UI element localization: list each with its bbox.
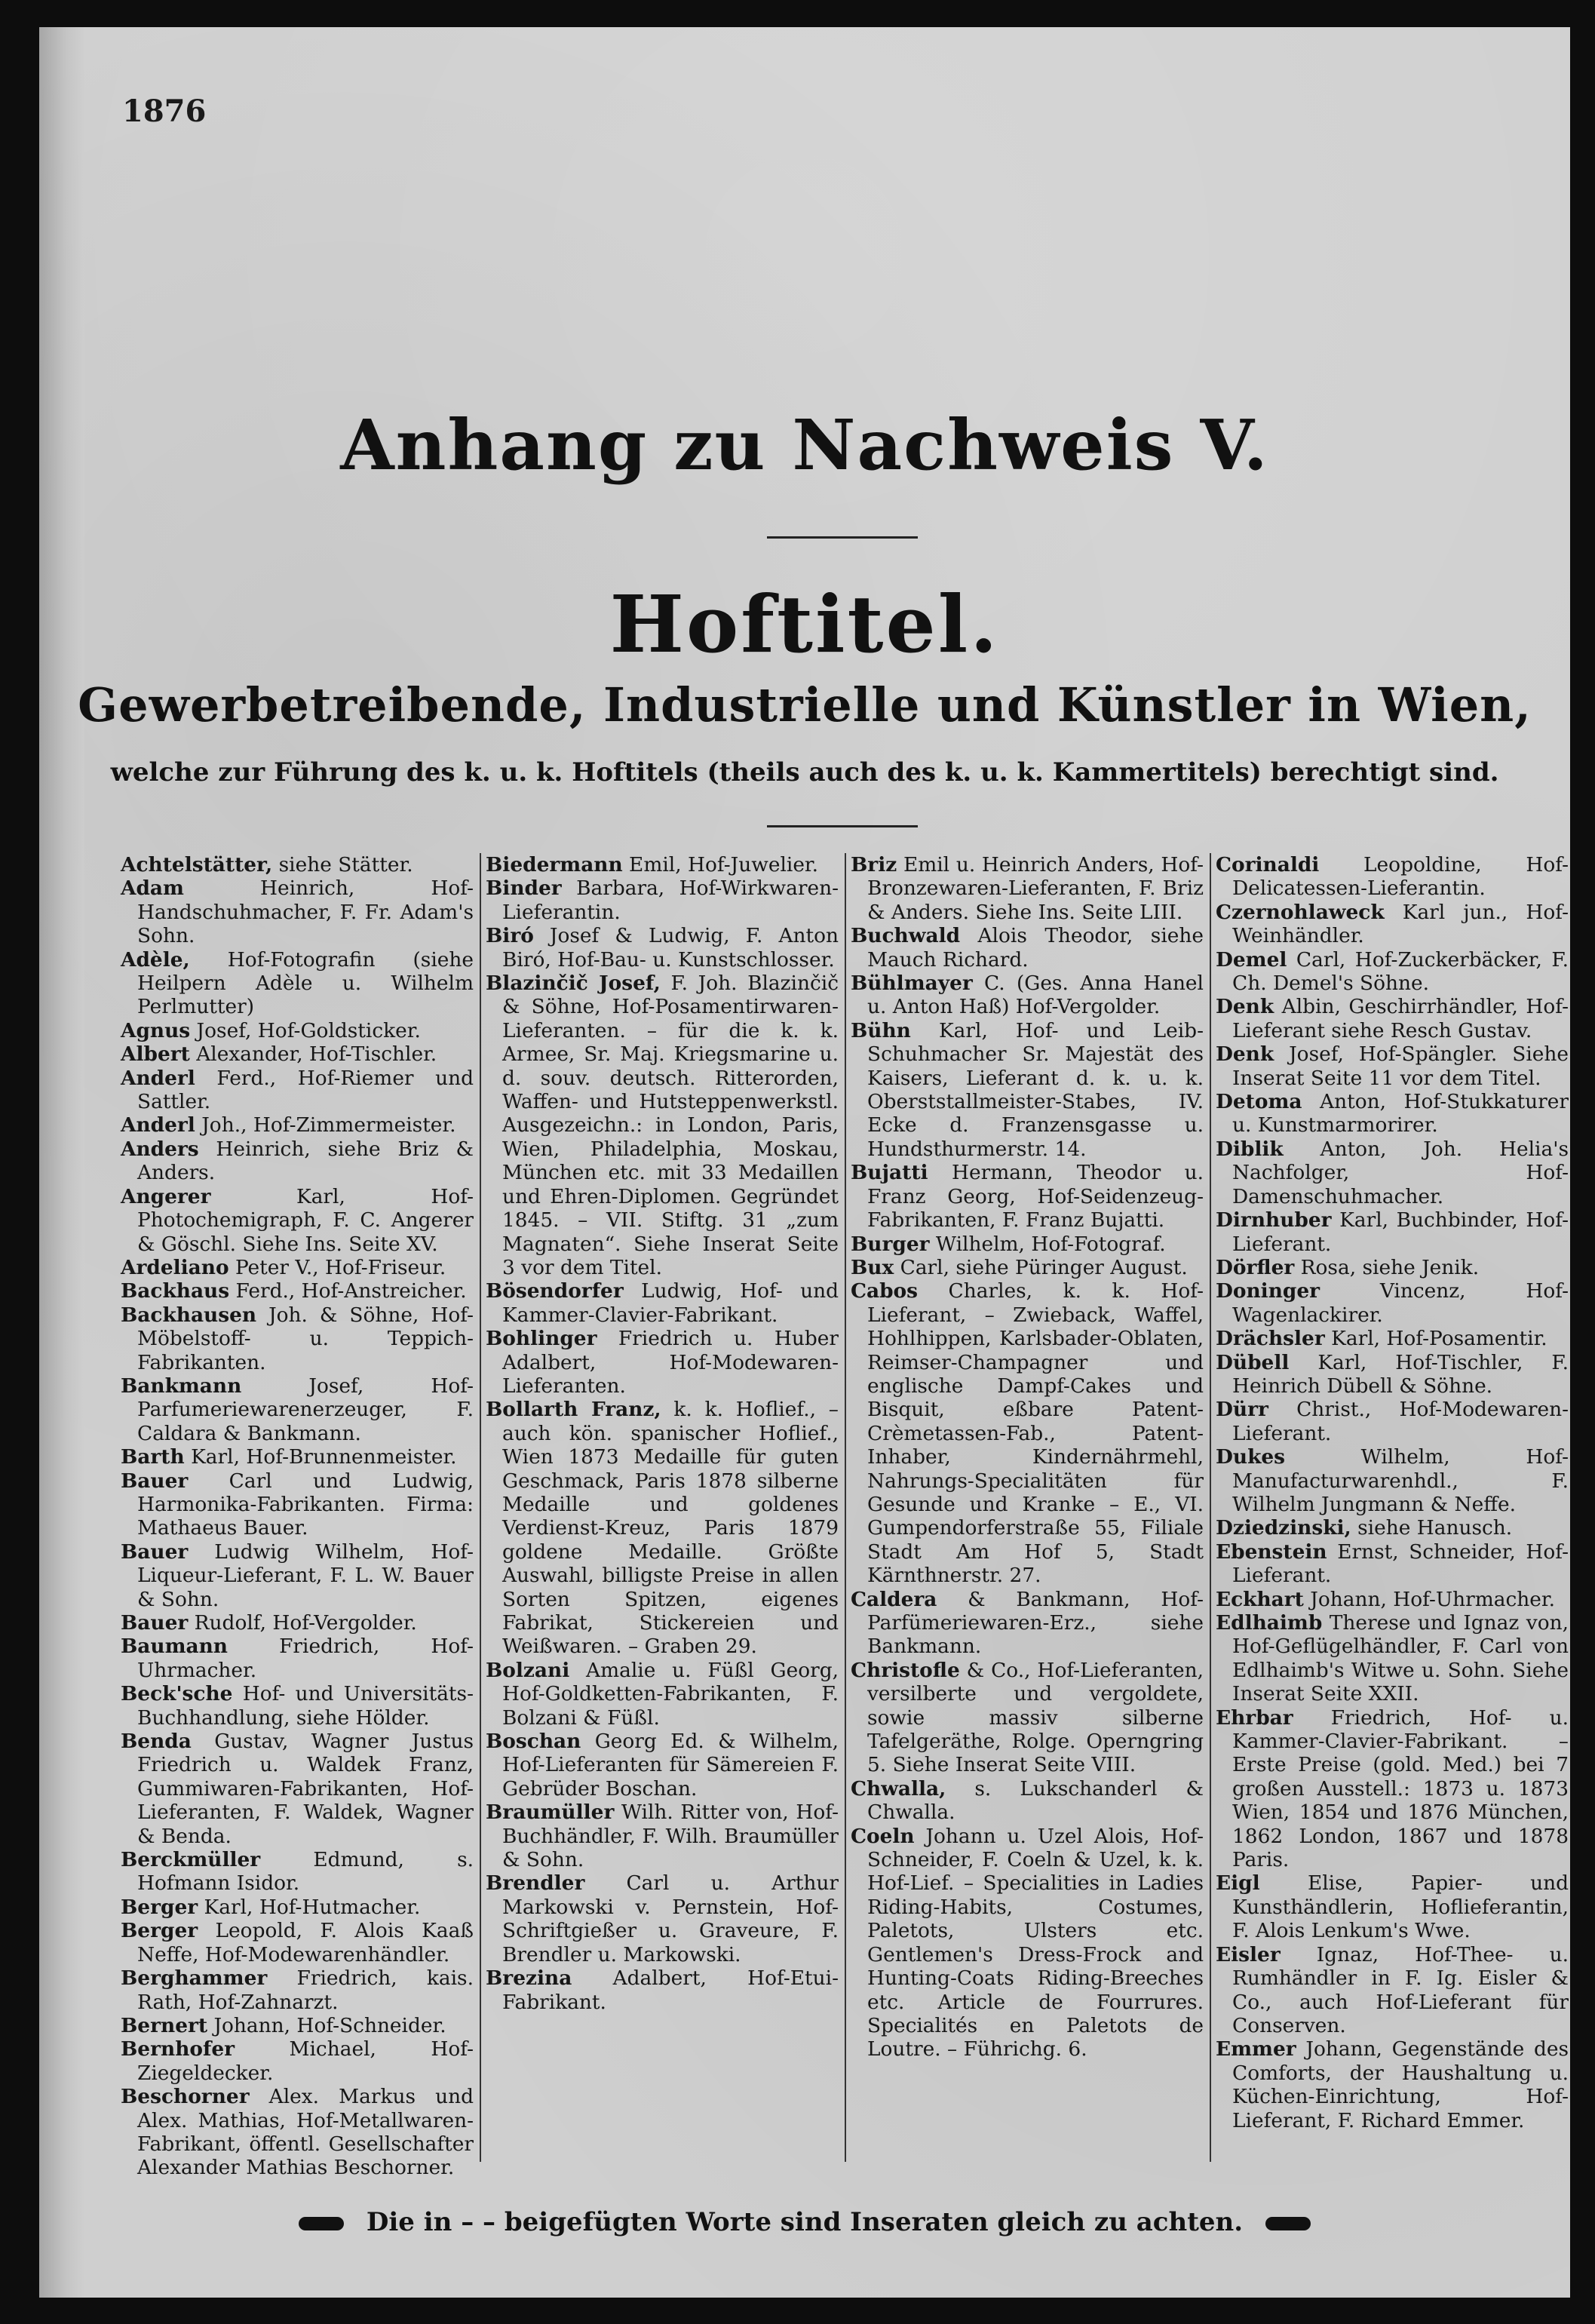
entry-text: Rosa, siehe Jenik. [1294,1255,1480,1279]
page-fold-shadow [39,27,84,2298]
entry-text: Karl, Hof-Hutmacher. [198,1895,421,1919]
entry-name: Doninger [1216,1279,1320,1303]
entry-name: Detoma [1216,1090,1302,1114]
pointing-hand-icon [299,2217,344,2230]
directory-entry [486,1327,839,1398]
entry-text: Josef, Hof-Parfumeriewarenerzeuger, F. Caldara & Bankmann. [137,1374,474,1445]
entry-name: Brendler [486,1871,585,1896]
directory-entry [486,876,839,924]
entry-text: Ignaz, Hof-Thee- u. Rumhändler in F. Ig. Eisler & Co., auch Hof-Lieferant für Conserven. [1232,1942,1569,2037]
entry-text: Friedrich, Hof-Uhrmacher. [137,1635,474,1682]
directory-columns [121,853,1569,2180]
pointing-hand-icon [1265,2217,1311,2230]
entry-text: Josef, Hof-Spängler. Siehe Inserat Seite 11 vor dem Titel. [1232,1042,1569,1090]
entry-name: Dürr [1216,1398,1268,1422]
directory-column-1 [121,853,474,2180]
directory-entry [1216,1445,1569,1516]
entry-name: Bauer [121,1540,189,1564]
footer-text: Die in – – beigefügten Worte sind Inseraten gleich zu achten. [366,2207,1244,2237]
directory-entry [1216,1090,1569,1137]
entry-name: Anders [121,1137,199,1161]
entry-name: Demel [1216,947,1287,972]
directory-entry [121,1635,474,1682]
entry-text: Josef, Hof-Goldsticker. [190,1018,421,1042]
entry-name: Caldera [851,1587,937,1611]
footer-note [39,2207,1570,2237]
directory-entry [1216,853,1569,901]
entry-text: s. Lukschanderl & Chwalla. [867,1776,1204,1825]
directory-entry [121,1730,474,1848]
entry-text: Elise, Papier- und Kunsthändlerin, Hoflieferantin, F. Alois Lenkum's Wwe. [1232,1871,1569,1943]
entry-text: Alex. Markus und Alex. Mathias, Hof-Metallwaren-Fabrikant, öffentl. Gesellschafter Alexander Mathias Beschorner. [137,2085,474,2180]
entry-name: Berger [121,1919,198,1943]
subtitle-divider [767,825,918,827]
entry-text: Alexander, Hof-Tischler. [189,1042,437,1067]
directory-entry [121,1611,474,1635]
entry-text: Christ., Hof-Modewaren-Lieferant. [1232,1398,1569,1445]
entry-text: Carl und Ludwig, Harmonika-Fabrikanten. Firma: Mathaeus Bauer. [137,1469,474,1540]
page-title: Anhang zu Nachweis V. [340,404,1269,486]
entry-name: Braumüller [486,1801,615,1825]
entry-text: Emil u. Heinrich Anders, Hof-Bronzewaren-Lieferanten, F. Briz & Anders. Siehe Ins. Seite LIII. [867,853,1204,924]
directory-entry [1216,1516,1569,1540]
entry-name: Eisler [1216,1942,1281,1966]
entry-text: Hof- und Universitäts-Buchhandlung, siehe Hölder. [137,1682,474,1730]
directory-entry [121,1303,474,1374]
entry-name: Achtelstätter, [121,853,273,876]
directory-entry [121,1185,474,1256]
entry-text: Johann, Hof-Uhrmacher. [1303,1587,1555,1611]
entry-name: Emmer [1216,2037,1296,2062]
entry-name: Beschorner [121,2085,250,2109]
entry-name: Berghammer [121,1966,268,1991]
entry-text: Charles, k. k. Hof-Lieferant, – Zwieback, Waffel, Hohlhippen, Karlsbader-Oblaten, Reimser-Champagner und englische Dampf-Cakes und Bisquit, eßbare Patent-Crèmetassen-Fab., Patent-Inhaber, Kindernährmehl, Nahrungs-Specialitäten für Gesunde und Kranke – E., VI. Gumpendorferstraße 55, Filiale Stadt Am Hof 5, Stadt Kärnthnerstr. 27. [867,1279,1204,1588]
section-subtitle-note: welche zur Führung des k. u. k. Hoftitels (theils auch des k. u. k. Kammertitels) berechtigt sind. [110,757,1499,787]
entry-name: Biró [486,924,534,948]
entry-text: Wilh. Ritter von, Hof-Buchhändler, F. Wilh. Braumüller & Sohn. [502,1801,839,1872]
directory-entry [486,972,839,1279]
entry-text: Josef & Ludwig, F. Anton Biró, Hof-Bau- u. Kunstschlosser. [502,924,839,972]
entry-name: Dirnhuber [1216,1208,1332,1233]
directory-entry [486,1659,839,1730]
entry-name: Buchwald [851,924,961,948]
entry-text: siehe Hanusch. [1351,1516,1513,1540]
document-page [39,27,1570,2298]
directory-entry [1216,948,1569,996]
entry-name: Binder [486,876,562,901]
entry-text: Karl, Hof-Tischler, F. Heinrich Dübell & Söhne. [1232,1350,1569,1398]
directory-entry [486,1279,839,1327]
entry-name: Boschan [486,1730,581,1754]
entry-name: Bühlmayer [851,972,973,996]
entry-name: Biedermann [486,853,623,876]
title-divider [767,536,918,539]
page-number: 1876 [122,94,207,129]
directory-entry [1216,1588,1569,1611]
directory-entry [851,1825,1204,2062]
entry-name: Bernhofer [121,2037,235,2062]
entry-name: Albert [121,1042,190,1067]
entry-text: Karl, Hof-Photochemigraph, F. C. Angerer & Göschl. Siehe Ins. Seite XV. [137,1184,474,1256]
entry-text: Ferd., Hof-Riemer und Sattler. [137,1066,474,1114]
directory-entry [121,1682,474,1730]
directory-entry [851,1233,1204,1256]
directory-entry [121,1919,474,1966]
entry-name: Berger [121,1895,198,1919]
entry-name: Denk [1216,995,1274,1019]
entry-name: Berckmüller [121,1848,261,1872]
entry-text: Joh., Hof-Zimmermeister. [195,1113,456,1137]
entry-text: Peter V., Hof-Friseur. [229,1255,446,1279]
directory-entry [1216,1611,1569,1706]
entry-text: Hermann, Theodor u. Franz Georg, Hof-Seidenzeug-Fabrikanten, F. Franz Bujatti. [867,1161,1204,1233]
entry-text: Friedrich, Hof- u. Kammer-Clavier-Fabrikant. – Erste Preise (gold. Med.) bei 7 großen Ausstell.: 1873 u. 1873 Wien, 1854 und 1876 München, 1862 London, 1867 und 1878 Paris. [1232,1705,1569,1872]
entry-text: Alois Theodor, siehe Mauch Richard. [867,924,1204,972]
entry-text: Anton, Hof-Stukkaturer u. Kunstmarmorirer. [1232,1090,1569,1137]
directory-entry [121,1896,474,1919]
entry-name: Bankmann [121,1374,242,1398]
entry-name: Angerer [121,1184,211,1208]
entry-text: Johann u. Uzel Alois, Hof-Schneider, F. Coeln & Uzel, k. k. Hof-Lief. – Specialities in Ladies Riding-Habits, Costumes, Paletots, Ulsters etc. Gentlemen's Dress-Frock and Hunting-Coats Riding-Breeches etc. Article de Fourrures. Specialités en Paletots de Loutre. – Führichg. 6. [867,1824,1204,2062]
entry-name: Bux [851,1255,894,1279]
directory-entry [851,1659,1204,1777]
entry-name: Bolzani [486,1658,570,1682]
entry-name: Ardeliano [121,1255,229,1279]
entry-text: Carl, Hof-Zuckerbäcker, F. Ch. Demel's Söhne. [1232,947,1569,996]
directory-entry [121,1279,474,1303]
entry-text: Leopold, F. Alois Kaaß Neffe, Hof-Modewarenhändler. [137,1919,474,1966]
directory-entry [121,1019,474,1042]
entry-name: Czernohlaweck [1216,900,1385,924]
directory-entry [1216,1208,1569,1256]
entry-text: Ludwig, Hof- und Kammer-Clavier-Fabrikant. [502,1279,839,1327]
directory-entry [121,1137,474,1185]
directory-entry [121,876,474,947]
entry-text: Wilhelm, Hof-Manufacturwarenhdl., F. Wilhelm Jungmann & Neffe. [1232,1445,1569,1516]
directory-entry [1216,995,1569,1042]
directory-entry [486,1871,839,1966]
directory-entry [1216,1706,1569,1872]
entry-text: Carl u. Arthur Markowski v. Pernstein, Hof-Schriftgießer u. Graveure, F. Brendler u. Markowski. [502,1871,839,1966]
entry-name: Ebenstein [1216,1540,1327,1564]
entry-text: Hof-Fotografin (siehe Heilpern Adèle u. Wilhelm Perlmutter) [137,947,474,1019]
directory-entry [851,1256,1204,1279]
entry-text: Johann, Gegenstände des Comforts, der Haushaltung u. Küchen-Einrichtung, Hof-Lieferant, F. Richard Emmer. [1232,2037,1569,2132]
directory-entry [851,1161,1204,1232]
entry-name: Anderl [121,1113,195,1137]
section-subtitle: Gewerbetreibende, Industrielle und Künstler in Wien, [78,677,1532,732]
entry-name: Coeln [851,1824,915,1848]
directory-entry [1216,1042,1569,1090]
directory-entry [121,1469,474,1540]
entry-name: Corinaldi [1216,853,1320,876]
directory-entry [1216,2037,1569,2132]
entry-text: Joh. & Söhne, Hof-Möbelstoff- u. Teppich-Fabrikanten. [137,1303,474,1374]
directory-entry [486,1730,839,1801]
column-divider [845,853,846,2162]
directory-entry [121,2037,474,2085]
entry-name: Dübell [1216,1350,1290,1374]
directory-entry [486,924,839,972]
entry-name: Backhaus [121,1279,230,1303]
entry-name: Dukes [1216,1445,1286,1469]
entry-text: Anton, Joh. Helia's Nachfolger, Hof-Damenschuhmacher. [1232,1137,1569,1208]
entry-name: Christofle [851,1658,960,1682]
entry-name: Bühn [851,1018,911,1042]
entry-text: Wilhelm, Hof-Fotograf. [929,1232,1166,1256]
entry-name: Ehrbar [1216,1705,1293,1730]
directory-entry [486,1398,839,1658]
entry-name: Edlhaimb [1216,1611,1323,1635]
directory-entry [1216,1871,1569,1942]
directory-entry [851,853,1204,924]
entry-name: Bujatti [851,1161,928,1185]
entry-name: Denk [1216,1042,1274,1067]
directory-entry [486,853,839,876]
entry-name: Bernert [121,2013,208,2037]
directory-entry [121,948,474,1019]
entry-text: Friedrich u. Huber Adalbert, Hof-Modewaren-Lieferanten. [502,1327,839,1398]
entry-name: Dörfler [1216,1255,1295,1279]
entry-text: Amalie u. Füßl Georg, Hof-Goldketten-Fabrikanten, F. Bolzani & Füßl. [502,1658,839,1730]
directory-entry [121,1067,474,1114]
directory-entry [121,1540,474,1611]
entry-text: k. k. Hoflief., –auch kön. spanischer Hoflief., Wien 1873 Medaille für guten Geschmack, Paris 1878 silberne Medaille und goldenes Verdienst-Kreuz, Paris 1879 goldene Medaille. Größte Auswahl, billigste Preise in allen Sorten Spitzen, eigenes Fabrikat, Stickereien und Weißwaren. – Graben 29. [502,1398,839,1659]
directory-column-4 [1216,853,1569,2162]
column-divider [480,853,481,2162]
entry-text: Emil, Hof-Juwelier. [622,853,819,876]
entry-text: Barbara, Hof-Wirkwaren-Lieferantin. [502,876,839,924]
entry-name: Cabos [851,1279,919,1303]
entry-name: Adam [121,876,184,901]
entry-name: Beck'sche [121,1682,233,1706]
directory-entry [851,1777,1204,1825]
entry-text: Albin, Geschirrhändler, Hof-Lieferant siehe Resch Gustav. [1232,995,1569,1042]
entry-text: & Co., Hof-Lieferanten, versilberte und vergoldete, sowie massiv silberne Tafelgeräthe, Rolge. Operngring 5. Siehe Inserat Seite VIII. [867,1658,1204,1777]
directory-entry [851,1019,1204,1161]
entry-name: Barth [121,1445,185,1469]
entry-text: Rudolf, Hof-Vergolder. [188,1611,417,1635]
entry-name: Backhausen [121,1303,257,1327]
entry-name: Bohlinger [486,1327,597,1351]
entry-text: Heinrich, siehe Briz & Anders. [137,1137,474,1185]
directory-entry [1216,901,1569,948]
entry-name: Anderl [121,1066,195,1090]
directory-entry [121,1445,474,1469]
entry-text: Karl, Hof-Brunnenmeister. [184,1445,457,1469]
directory-column-3 [851,853,1204,2162]
entry-text: Johann, Hof-Schneider. [207,2013,446,2037]
column-divider [1210,853,1211,2162]
entry-name: Bauer [121,1469,189,1493]
entry-name: Blazinčič Josef, [486,972,661,996]
directory-entry [121,1848,474,1896]
directory-entry [486,1966,839,2014]
directory-column-2 [486,853,839,2162]
entry-text: Edmund, s. Hofmann Isidor. [137,1848,474,1896]
entry-name: Dziedzinski, [1216,1516,1351,1540]
entry-name: Bollarth Franz, [486,1398,661,1422]
directory-entry [1216,1327,1569,1350]
directory-entry [1216,1256,1569,1279]
entry-name: Agnus [121,1018,191,1042]
entry-text: Ferd., Hof-Anstreicher. [229,1279,467,1303]
entry-name: Drächsler [1216,1327,1325,1351]
entry-text: Karl, Hof- und Leib-Schuhmacher Sr. Majestät des Kaisers, Lieferant d. k. u. k. Oberststallmeister-Stabes, IV. Ecke d. Franzensgasse u. Hundsthurmerstr. 14. [867,1018,1204,1161]
entry-text: Karl, Buchbinder, Hof-Lieferant. [1232,1208,1569,1256]
entry-text: F. Joh. Blazinčič & Söhne, Hof-Posamentirwaren-Lieferanten. – für die k. k. Armee, Sr. Maj. Kriegsmarine u. d. souv. deutsch. Ritterorden, Waffen- und Hutsteppenwerkstl. Ausgezeichn.: in London, Paris, Wien, Philadelphia, Moskau, München etc. mit 33 Medaillen und Ehren-Diplomen. Gegründet 1845. – VII. Stiftg. 31 „zum Magnaten“. Siehe Inserat Seite 3 vor dem Titel. [502,972,839,1279]
entry-text: Karl, Hof-Posamentir. [1324,1327,1547,1351]
entry-text: siehe Stätter. [272,853,413,876]
entry-text: Michael, Hof-Ziegeldecker. [137,2037,474,2085]
entry-name: Brezina [486,1966,572,1991]
directory-entry [486,1801,839,1871]
directory-entry [121,1374,474,1445]
directory-entry [1216,1540,1569,1588]
entry-name: Briz [851,853,897,876]
directory-entry [121,1042,474,1066]
entry-text: Ernst, Schneider, Hof-Lieferant. [1232,1540,1569,1588]
directory-entry [121,853,474,876]
directory-entry [121,2014,474,2037]
entry-text: Vincenz, Hof-Wagenlackirer. [1232,1279,1569,1327]
entry-text: Ludwig Wilhelm, Hof-Liqueur-Lieferant, F. L. W. Bauer & Sohn. [137,1540,474,1611]
directory-entry [851,972,1204,1019]
entry-text: Adalbert, Hof-Etui-Fabrikant. [502,1966,839,2014]
entry-text: Friedrich, kais. Rath, Hof-Zahnarzt. [137,1966,474,2014]
directory-entry [851,1279,1204,1587]
entry-text: Leopoldine, Hof-Delicatessen-Lieferantin. [1232,853,1569,901]
directory-entry [1216,1137,1569,1208]
entry-name: Eigl [1216,1871,1260,1896]
directory-entry [851,924,1204,972]
entry-name: Baumann [121,1635,228,1659]
entry-name: Chwalla, [851,1776,946,1801]
directory-entry [121,1113,474,1137]
entry-text: Karl jun., Hof-Weinhändler. [1232,900,1569,948]
directory-entry [1216,1279,1569,1327]
entry-name: Diblik [1216,1137,1284,1161]
entry-text: Georg Ed. & Wilhelm, Hof-Lieferanten für Sämereien F. Gebrüder Boschan. [502,1730,839,1801]
entry-text: C. (Ges. Anna Hanel u. Anton Haß) Hof-Vergolder. [867,972,1204,1019]
entry-name: Burger [851,1232,930,1256]
directory-entry [121,2085,474,2180]
directory-entry [121,1256,474,1279]
entry-name: Adèle, [121,947,190,972]
entry-text: & Bankmann, Hof-Parfümeriewaren-Erz., siehe Bankmann. [867,1587,1204,1659]
entry-text: Therese und Ignaz von, Hof-Geflügelhändler, F. Carl von Edlhaimb's Witwe u. Sohn. Siehe Inserat Seite XXII. [1232,1611,1569,1706]
entry-name: Bösendorfer [486,1279,624,1303]
entry-text: Gustav, Wagner Justus Friedrich u. Waldek Franz, Gummiwaren-Fabrikanten, Hof-Lieferanten, F. Waldek, Wagner & Benda. [137,1730,474,1848]
entry-text: Carl, siehe Püringer August. [894,1255,1188,1279]
directory-entry [1216,1943,1569,2038]
section-title: Hoftitel. [609,578,1000,671]
entry-name: Eckhart [1216,1587,1304,1611]
entry-name: Benda [121,1730,192,1754]
entry-name: Bauer [121,1611,189,1635]
directory-entry [1216,1351,1569,1398]
directory-entry [851,1588,1204,1659]
entry-text: Heinrich, Hof-Handschuhmacher, F. Fr. Adam's Sohn. [137,876,474,948]
directory-entry [121,1966,474,2014]
directory-entry [1216,1398,1569,1445]
